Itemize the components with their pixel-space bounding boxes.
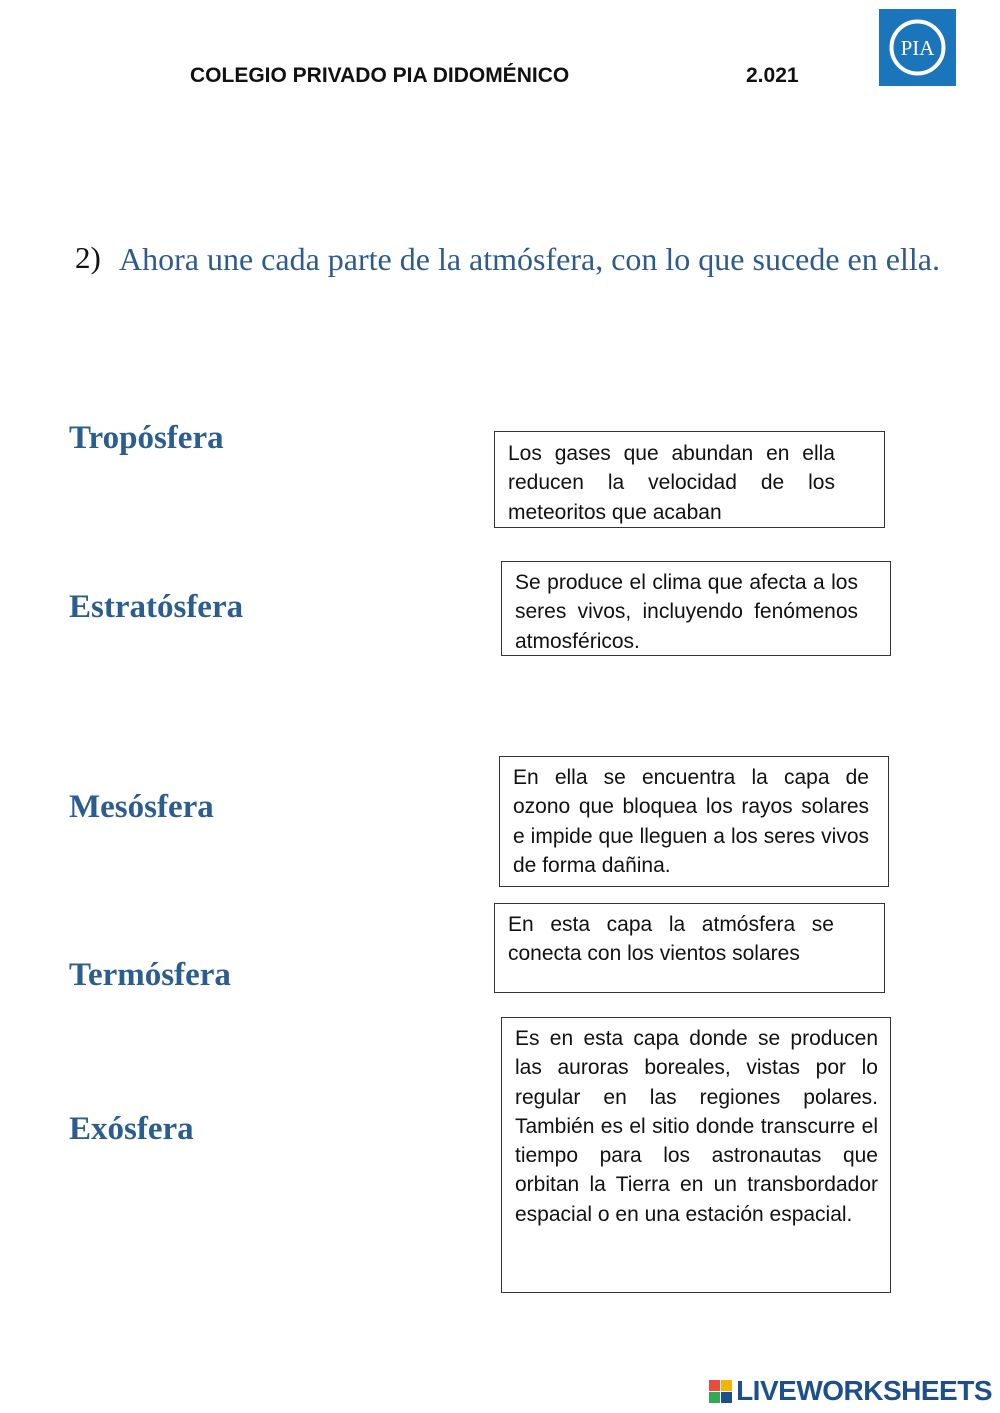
liveworksheets-brand: LIVEWORKSHEETS (736, 1375, 992, 1406)
liveworksheets-logo-icon (709, 1380, 732, 1403)
term-exosfera[interactable]: Exósfera (69, 1111, 194, 1147)
description-text: En ella se encuentra la capa de ozono que bloquea los rayos solares e impide que lleguen a los seres vivos de forma dañina. (513, 766, 869, 877)
term-estratosfera[interactable]: Estratósfera (69, 589, 244, 625)
description-text: Los gases que abundan en ella reducen la velocidad de los meteoritos que acaban (508, 442, 835, 524)
pia-logo (879, 9, 956, 86)
school-name: COLEGIO PRIVADO PIA DIDOMÉNICO (190, 64, 570, 87)
school-year: 2.021 (746, 64, 799, 87)
liveworksheets-footer (709, 1375, 992, 1407)
description-box-3[interactable] (499, 756, 889, 887)
description-box-5[interactable] (501, 1017, 891, 1293)
logo-text: PIA (900, 36, 935, 60)
term-termosfera[interactable]: Termósfera (69, 957, 231, 993)
description-text: Se produce el clima que afecta a los seres vivos, incluyendo fenómenos atmosféricos. (515, 571, 858, 653)
description-box-2[interactable] (501, 561, 891, 656)
term-mesosfera[interactable]: Mesósfera (69, 789, 214, 825)
description-text: En esta capa la atmósfera se conecta con los vientos solares (508, 913, 834, 966)
term-troposfera[interactable]: Tropósfera (69, 420, 224, 456)
question-number: 2) (75, 240, 101, 275)
description-text: Es en esta capa donde se producen las auroras boreales, vistas por lo regular en las regiones polares. También es el sitio donde transcurre el tiempo para los astronautas que orbitan la Tierra en un transbordador espacial o en una estación espacial. (515, 1027, 878, 1226)
question-text: Ahora une cada parte de la atmósfera, con lo que sucede en ella. (119, 241, 940, 277)
description-box-4[interactable] (494, 903, 885, 993)
description-box-1[interactable] (494, 431, 885, 528)
